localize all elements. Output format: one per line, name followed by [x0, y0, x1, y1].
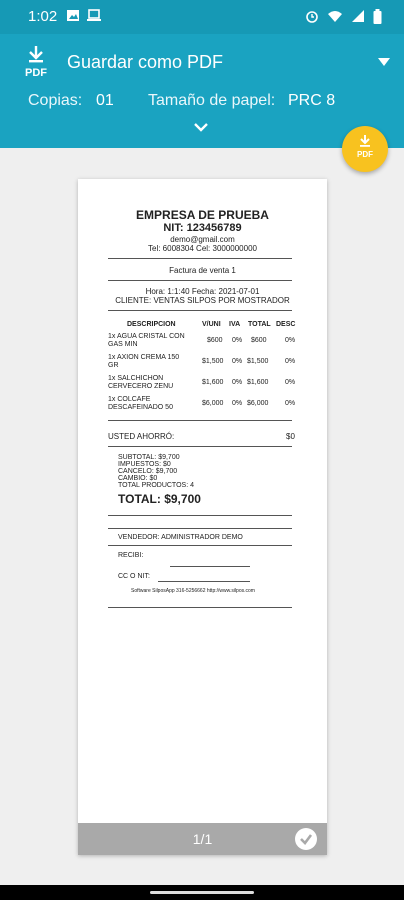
divider: [108, 528, 292, 529]
save-pdf-button[interactable]: [20, 46, 52, 80]
image-icon: [66, 9, 80, 22]
status-time: 1:02: [28, 8, 58, 25]
change-amount: CAMBIO: $0: [118, 475, 158, 482]
fab-label: PDF: [357, 150, 373, 159]
paper-size-value[interactable]: PRC 8: [288, 92, 336, 109]
paper-size-label: Tamaño de papel:: [148, 92, 276, 109]
column-header: DESCRIPCION: [127, 321, 176, 328]
expand-options-icon[interactable]: [194, 122, 208, 132]
divider: [108, 446, 292, 447]
print-header: [0, 34, 404, 148]
page-selected-toggle[interactable]: [295, 828, 317, 850]
pdf-icon-label: PDF: [25, 67, 47, 79]
printer-dropdown-icon[interactable]: [378, 58, 390, 66]
page-indicator-bar: [78, 823, 327, 855]
company-phones: Tel: 6008304 Cel: 3000000000: [148, 244, 257, 253]
download-pdf-fab[interactable]: [342, 126, 388, 172]
copies-value[interactable]: 01: [96, 92, 114, 109]
id-label: CC O NIT:: [118, 573, 150, 580]
divider: [108, 545, 292, 546]
total-products: TOTAL PRODUCTOS: 4: [118, 482, 194, 489]
grand-total: TOTAL: $9,700: [118, 492, 201, 506]
taxes: IMPUESTOS: $0: [118, 461, 171, 468]
saved-label: USTED AHORRÓ:: [108, 432, 175, 441]
laptop-icon: [86, 9, 102, 22]
column-header: IVA: [229, 321, 241, 328]
column-header: TOTAL: [248, 321, 271, 328]
signal-icon: [351, 9, 365, 23]
alarm-icon: [305, 9, 319, 23]
status-bar: [0, 0, 404, 34]
client-name: CLIENTE: VENTAS SILPOS POR MOSTRADOR: [115, 296, 290, 305]
navigation-bar: [0, 885, 404, 900]
invoice-number: Factura de venta 1: [169, 266, 236, 275]
divider: [108, 607, 292, 608]
receipt-footer: Software SilposApp 316-5256662 http://www.silpos.com: [131, 588, 255, 594]
battery-icon: [373, 9, 382, 24]
divider: [108, 258, 292, 259]
home-gesture-handle[interactable]: [150, 891, 254, 894]
printer-title[interactable]: Guardar como PDF: [67, 52, 224, 72]
company-email: demo@gmail.com: [170, 235, 235, 244]
divider: [108, 280, 292, 281]
pdf-download-icon: [353, 135, 377, 161]
column-header: V/UNI: [202, 321, 221, 328]
divider: [108, 515, 292, 516]
seller-name: VENDEDOR: ADMINISTRADOR DEMO: [118, 534, 243, 541]
pdf-download-icon: [20, 46, 52, 80]
subtotal: SUBTOTAL: $9,700: [118, 454, 180, 461]
signature-line: [170, 566, 250, 567]
signature-line: [158, 581, 250, 582]
company-nit: NIT: 123456789: [163, 222, 242, 234]
saved-value: $0: [286, 432, 295, 441]
copies-label: Copias:: [28, 92, 83, 109]
divider: [108, 310, 292, 311]
check-icon: [295, 828, 317, 850]
received-label: RECIBI:: [118, 552, 144, 559]
paid-amount: CANCELO: $9,700: [118, 468, 178, 475]
print-preview-page[interactable]: EMPRESA DE PRUEBA NIT: 123456789 demo@gmail.com Tel: 6008304 Cel: 3000000000 Factura de venta 1 Hora: 1:1:40 Fecha: 2021-07-01 CLIENTE: VENTAS SILPOS POR MOSTRADOR DESCRIPCION V/UNI IVA TOTAL DESC 1x AGUA CRISTAL CON GAS MIN $600 0% $600 0% 1x AXION CREMA 150 GR $1,500 0% $1,500 0% 1x SALCHICHON CERVECERO ZENU $1,600 0% $1,600 0% 1x COLCAFE DESCAFEINADO 50 $6,000 0% $6,000 0% USTED AHORRÓ: $0 SUBTOTAL: $9,700 IMPUESTOS: $0 CANCELO: $9,700 CAMBIO: $0 TOTAL PRODUCTOS: 4 TOTAL: $9,700 VENDEDOR: ADMINISTRADOR DEMO RECIBI: CC O NIT: Software SilposApp 316-5256662 http://www.silpos.com: [78, 179, 327, 855]
column-header: DESC: [276, 321, 296, 328]
page-number: 1/1: [192, 831, 213, 847]
invoice-datetime: Hora: 1:1:40 Fecha: 2021-07-01: [145, 287, 260, 296]
divider: [108, 420, 292, 421]
company-name: EMPRESA DE PRUEBA: [136, 208, 269, 222]
wifi-icon: [327, 9, 343, 23]
